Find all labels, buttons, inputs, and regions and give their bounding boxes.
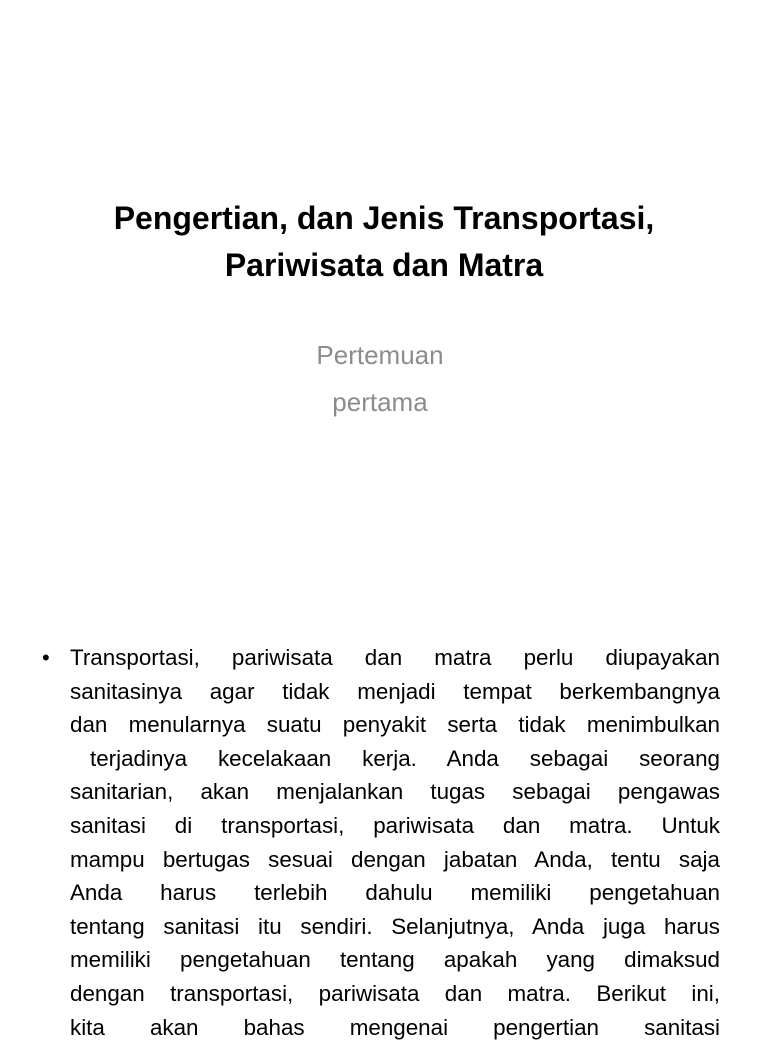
body-bullet-list — [42, 641, 720, 1044]
slide-subtitle-line-1: Pertemuan — [316, 340, 444, 370]
body-line-7: mampu bertugas sesuai dengan jabatan Anda, tentu saja — [70, 846, 720, 872]
body-line-5: sanitarian, akan menjalankan tugas sebagai pengawas — [70, 779, 720, 805]
body-line-9: tentang sanitasi itu sendiri. Selanjutnya, Anda juga harus — [70, 913, 720, 939]
slide-subtitle — [180, 332, 580, 426]
body-line-6: sanitasi di transportasi, pariwisata dan matra. Untuk — [70, 812, 720, 838]
slide-title — [40, 195, 728, 289]
body-line-1: Transportasi, pariwisata dan matra perlu diupayakan — [70, 645, 720, 670]
body-bullet-item — [42, 641, 720, 1044]
slide-title-line-1: Pengertian, dan Jenis Transportasi, — [113, 200, 655, 236]
bullet-dot-icon: • — [42, 645, 50, 670]
body-line-2: sanitasinya agar tidak menjadi tempat berkembangnya — [70, 678, 720, 704]
body-line-3: dan menularnya suatu penyakit serta tidak menimbulkan — [70, 712, 720, 738]
body-line-10: memiliki pengetahuan tentang apakah yang dimaksud — [70, 947, 720, 973]
body-line-8: Anda harus terlebih dahulu memiliki pengetahuan — [70, 880, 720, 906]
body-line-11: dengan transportasi, pariwisata dan matra. Berikut ini, — [70, 980, 720, 1006]
slide-title-line-2: Pariwisata dan Matra — [224, 247, 544, 283]
body-line-12: kita akan bahas mengenai pengertian sanitasi — [70, 1014, 720, 1040]
slide-subtitle-line-2: pertama — [332, 387, 428, 417]
body-line-4: terjadinya kecelakaan kerja. Anda sebagai seorang — [90, 745, 720, 771]
